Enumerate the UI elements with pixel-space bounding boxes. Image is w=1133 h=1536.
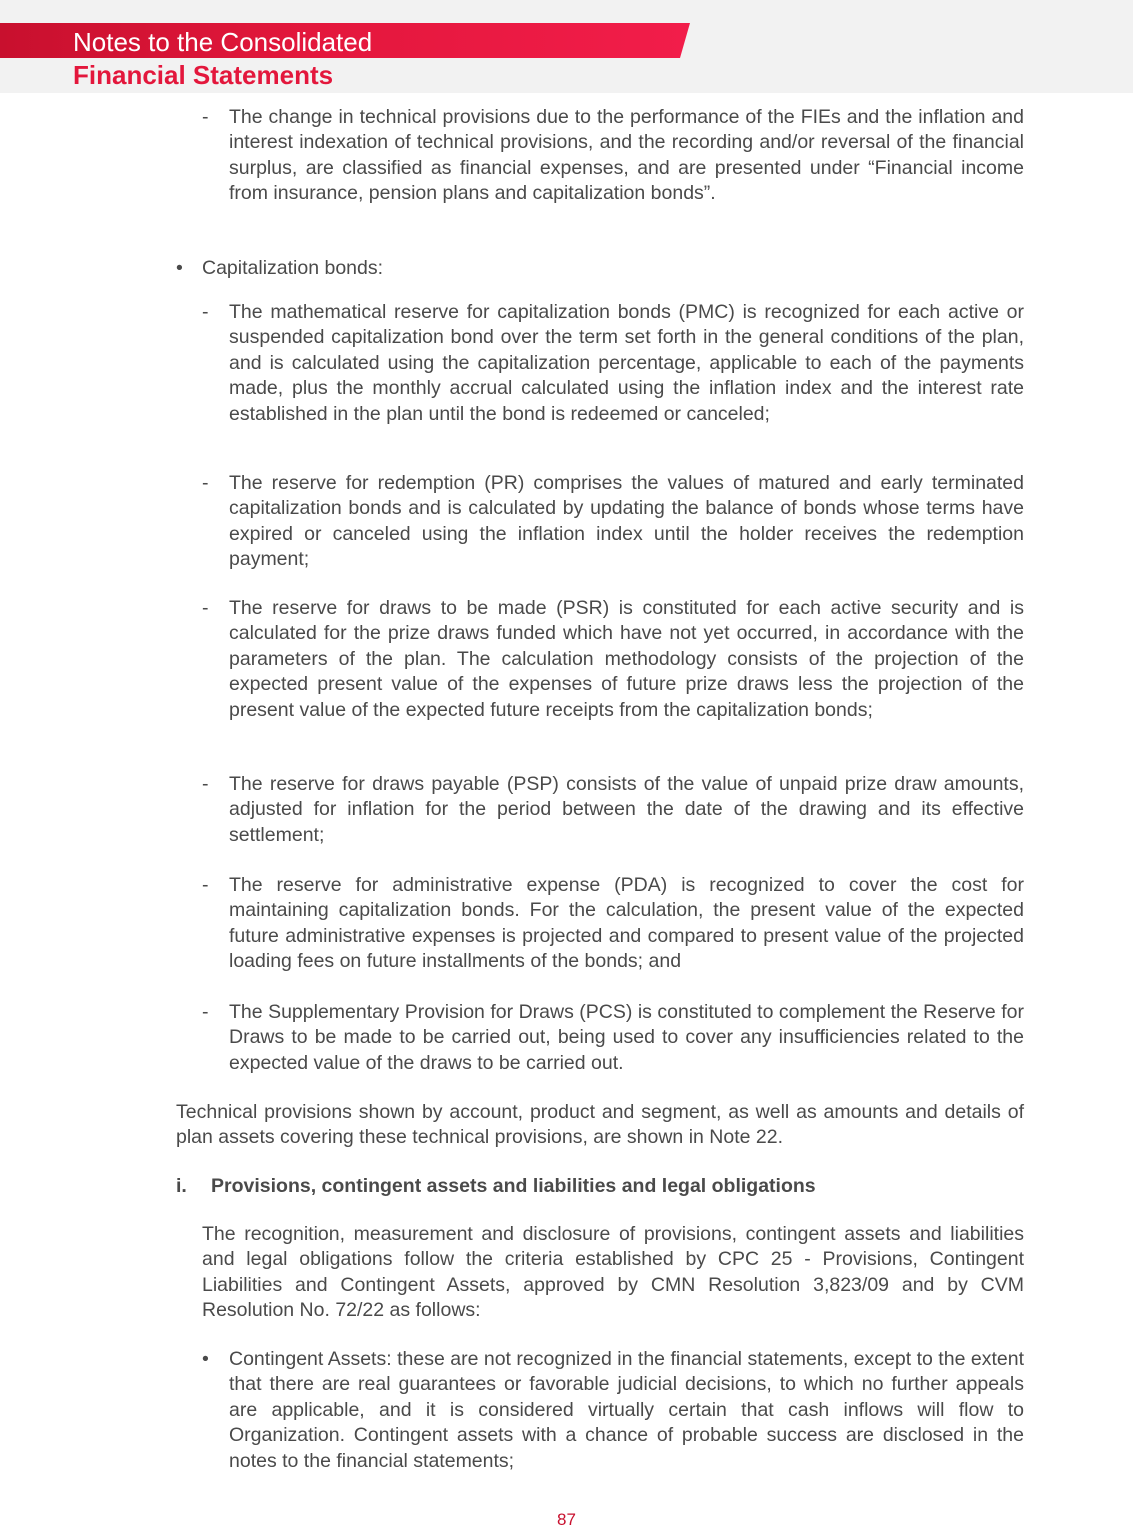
paragraph-section-i-intro: The recognition, measurement and disclosure of provisions, contingent assets and liabilities and legal obligations follow the criteria established by CPC 25 - Provisions, Contingent Liabilities and Contingent Assets, approved by CMN Resolution 3,823/09 and by CVM Resolution No. 72/22 as follows: — [202, 1223, 1024, 1322]
paragraph-psp: The reserve for draws payable (PSP) consists of the value of unpaid prize draw amounts, adjusted for inflation for the period between the date of the drawing and its effective settlement; — [229, 773, 1024, 846]
dash-marker: - — [202, 1001, 209, 1023]
capitalization-bonds-label: Capitalization bonds: — [202, 257, 384, 279]
dash-marker: - — [202, 301, 209, 323]
dash-marker: - — [202, 874, 209, 896]
section-title: Provisions, contingent assets and liabilities and legal obligations — [211, 1175, 816, 1197]
paragraph-pr: The reserve for redemption (PR) comprises the values of matured and early terminated capitalization bonds and is calculated by updating the balance of bonds whose terms have expired or canceled using the inflation index until the holder receives the redemption payment; — [229, 472, 1024, 571]
dash-marker: - — [202, 597, 209, 619]
header-title-line2: Financial Statements — [73, 60, 334, 90]
paragraph-pcs: The Supplementary Provision for Draws (PCS) is constituted to complement the Reserve for Draws to be made to be carried out, being used to cover any insufficiencies related to the expected value of the draws to be carried out. — [229, 1001, 1024, 1074]
paragraph-technical-provisions-note: Technical provisions shown by account, product and segment, as well as amounts and details of plan assets covering these technical provisions, are shown in Note 22. — [176, 1101, 1024, 1149]
bullet-marker: • — [176, 257, 183, 279]
section-heading-i — [176, 1174, 816, 1199]
paragraph-psr: The reserve for draws to be made (PSR) is constituted for each active security and is calculated for the prize draws funded which have not yet occurred, in accordance with the parameters of the plan. The calculation methodology consists of the projection of the expected present value of the expenses of future prize draws less the projection of the present value of the expected future receipts from the capitalization bonds; — [229, 597, 1024, 721]
page-number: 87 — [557, 1510, 576, 1529]
dash-marker: - — [202, 472, 209, 494]
paragraph-fie-change: The change in technical provisions due to the performance of the FIEs and the inflation and interest indexation of technical provisions, and the recording and/or reversal of the financial surplus, are classified as financial expenses, and are presented under “Financial income from insurance, pension plans and capitalization bonds”. — [229, 106, 1024, 205]
paragraph-pda: The reserve for administrative expense (PDA) is recognized to cover the cost for maintaining capitalization bonds. For the calculation, the present value of the expected future administrative expenses is projected and compared to present value of the projected loading fees on future installments of the bonds; and — [229, 874, 1024, 973]
section-number: i. — [176, 1175, 187, 1197]
header-title-line1: Notes to the Consolidated — [73, 27, 373, 57]
bullet-marker: • — [202, 1348, 209, 1370]
dash-marker: - — [202, 106, 209, 128]
dash-marker: - — [202, 773, 209, 795]
paragraph-pmc: The mathematical reserve for capitalization bonds (PMC) is recognized for each active or suspended capitalization bond over the term set forth in the general conditions of the plan, and is calculated using the capitalization percentage, applicable to each of the payments made, plus the monthly accrual calculated using the inflation index and the interest rate established in the plan until the bond is redeemed or canceled; — [229, 301, 1024, 425]
paragraph-contingent-assets: Contingent Assets: these are not recognized in the financial statements, except to the extent that there are real guarantees or favorable judicial decisions, to which no further appeals are applicable, and it is considered virtually certain that cash inflows will flow to Organization. Contingent assets with a chance of probable success are disclosed in the notes to the financial statements; — [229, 1348, 1024, 1472]
